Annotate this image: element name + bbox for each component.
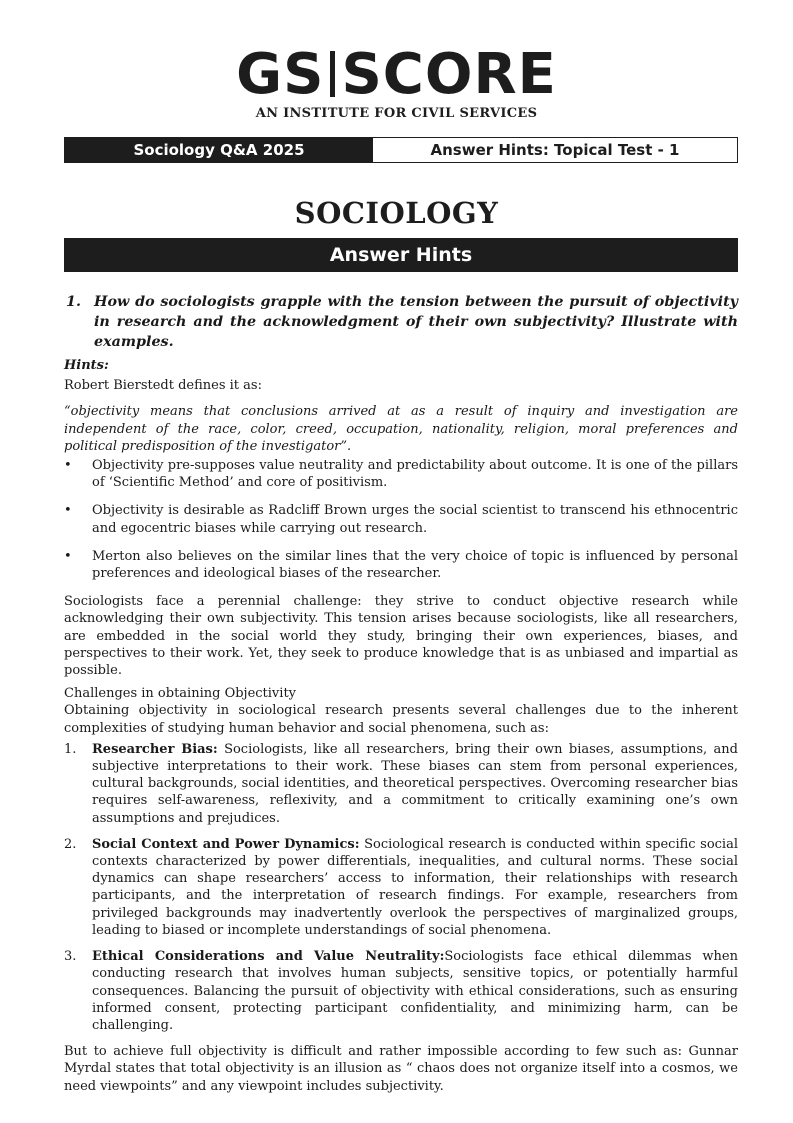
item-text [92,741,738,827]
list-item [64,502,738,536]
bullet-icon: • [64,458,72,474]
logo-tagline: AN INSTITUTE FOR CIVIL SERVICES [255,106,538,121]
list-item [64,548,738,582]
subject-title: SOCIOLOGY [294,196,499,230]
question-number: 1. [66,294,81,310]
content [64,292,738,1095]
question [66,292,738,352]
item-number: 3. [64,949,77,965]
conclusion: But to achieve full objectivity is difficult and rather impossible according to few such as: Gunnar Myrdal states that total objectivity is an illusion as “ chaos does not organize itself into a cosmos, we need viewpoints” and any viewpoint includes subjectivity. [64,1044,738,1094]
section-title: Answer Hints [64,238,738,272]
item-text [92,836,738,939]
list-item [64,741,738,827]
item-body: Sociological research is conducted within specific social contexts characterized by power differentials, inequalities, and cultural norms. These social dynamics can shape researchers’ access to information, their relationships with research participants, and the interpretation of research findings. For example, researchers from privileged backgrounds may inadvertently overlook the perspectives of marginalized groups, leading to biased or incomplete understandings of social phenomena. [92,836,738,938]
bullet-text: Objectivity pre-supposes value neutrality and predictability about outcome. It is one of the pillars of ‘Scientific Method’ and core of positivism. [92,458,738,491]
list-item [64,457,738,491]
logo-right: SCORE [341,42,557,107]
intro-text: Robert Bierstedt defines it as: [64,378,262,394]
challenges-intro: Obtaining objectivity in sociological research presents several challenges due to the inherent complexities of studying human behavior and social phenomena, such as: [64,703,738,736]
item-number: 2. [64,836,77,852]
item-text [92,948,738,1034]
item-number: 1. [64,741,77,757]
item-body: Sociologists, like all researchers, bring their own biases, assumptions, and subjective interpretations to their work. These biases can stem from personal experiences, cultural backgrounds, social identities, and theoretical perspectives. Overcoming researcher bias requires self-awareness, reflexivity, and a commitment to critically examining one’s own assumptions and prejudices. [92,741,739,826]
header-bar [64,137,738,163]
list-item [64,948,738,1034]
definition-quote: “objectivity means that conclusions arrived at as a result of inquiry and investigation are independent of the race, color, creed, occupation, nationality, religion, moral preferences and political predisposition of the investigator”. [64,404,738,454]
list-item [64,836,738,939]
logo [0,42,793,121]
challenges-heading: Challenges in obtaining Objectivity [64,686,297,702]
header-right: Answer Hints: Topical Test - 1 [430,141,680,159]
challenges-list [64,741,738,1034]
bullet-list [64,457,738,582]
header-left: Sociology Q&A 2025 [65,138,373,162]
paragraph: Sociologists face a perennial challenge: they strive to conduct objective research while acknowledging their own subjectivity. This tension arises because sociologists, like all researchers, are embedded in the social world they study, bringing their own experiences, biases, and perspectives to their work. Yet, they seek to produce knowledge that is as unbiased and impartial as possible. [64,594,738,679]
item-title: Social Context and Power Dynamics: [92,836,360,852]
logo-left: GS [236,42,325,107]
logo-wordmark [0,42,793,107]
bullet-icon: • [64,503,72,519]
bullet-icon: • [64,548,72,564]
item-title: Researcher Bias: [92,741,218,757]
item-body: Sociologists face ethical dilemmas when conducting research that involves human subjects, sensitive topics, or potentially harmful consequences. Balancing the pursuit of objectivity with ethical considerations, such as ensuring informed consent, protecting participant confidentiality, and minimizing harm, can be challenging. [92,949,738,1033]
question-text: How do sociologists grapple with the tension between the pursuit of objectivity in research and the acknowledgment of their own subjectivity? Illustrate with examples. [94,294,738,350]
logo-divider [330,51,335,97]
item-title: Ethical Considerations and Value Neutrality: [92,949,445,965]
hints-label: Hints: [64,358,109,373]
bullet-text: Objectivity is desirable as Radcliff Brown urges the social scientist to transcend his ethnocentric and egocentric biases while carrying out research. [92,503,738,536]
bullet-text: Merton also believes on the similar lines that the very choice of topic is influenced by personal preferences and ideological biases of the researcher. [92,548,738,582]
